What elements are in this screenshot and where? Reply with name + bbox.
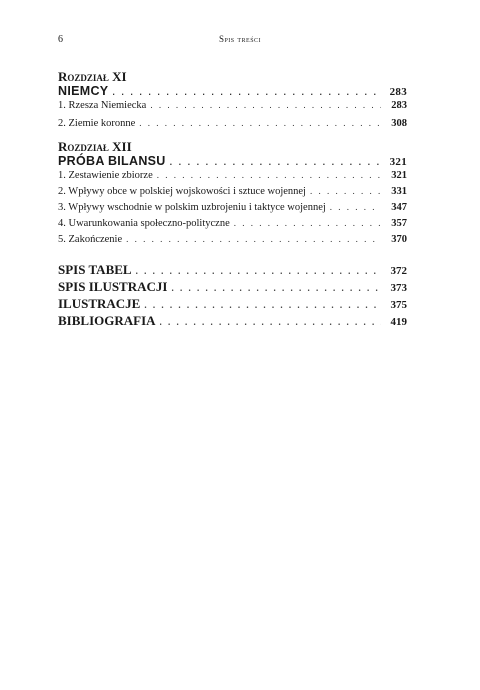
toc-entry-title: 1. Zestawienie zbiorze bbox=[58, 170, 153, 181]
toc-page-number: 419 bbox=[390, 316, 407, 328]
toc-back-matter-row[interactable] bbox=[58, 262, 407, 279]
dot-leader bbox=[171, 283, 381, 293]
toc-entry-title: SPIS ILUSTRACJI bbox=[58, 279, 168, 294]
dot-leader bbox=[170, 157, 381, 167]
toc-section-row[interactable] bbox=[58, 218, 407, 234]
toc-section-row[interactable] bbox=[58, 202, 407, 218]
toc-entry-title: 2. Ziemie koronne bbox=[58, 118, 136, 129]
dot-leader bbox=[139, 118, 381, 128]
dot-leader bbox=[157, 170, 381, 180]
toc-page-number: 373 bbox=[390, 282, 407, 294]
toc-page-number: 372 bbox=[390, 265, 407, 277]
toc-entry-title: 5. Zakończenie bbox=[58, 234, 123, 245]
toc-entry-title: 1. Rzesza Niemiecka bbox=[58, 100, 147, 111]
toc-page-number: 283 bbox=[391, 100, 407, 111]
toc-entry-title: 4. Uwarunkowania społeczno-polityczne bbox=[58, 218, 230, 229]
dot-leader bbox=[330, 202, 381, 212]
dot-leader bbox=[112, 87, 381, 97]
toc-section-row[interactable] bbox=[58, 118, 407, 136]
running-head: Spis treści bbox=[218, 34, 262, 44]
toc-entry-title: PRÓBA BILANSU bbox=[58, 154, 166, 168]
toc-entry-title: SPIS TABEL bbox=[58, 262, 132, 277]
toc-entry-title: BIBLIOGRAFIA bbox=[58, 313, 156, 328]
chapter-label: Rozdział XII bbox=[58, 139, 132, 154]
dot-leader bbox=[310, 186, 381, 196]
toc-entry-title: 2. Wpływy obce w polskiej wojskowości i sztuce wojennej bbox=[58, 186, 306, 197]
toc-page-number: 283 bbox=[389, 86, 407, 98]
toc-entry-title: NIEMCY bbox=[58, 84, 109, 98]
dot-leader bbox=[126, 234, 381, 244]
dot-leader bbox=[150, 100, 381, 110]
toc-back-matter-row[interactable] bbox=[58, 296, 407, 313]
toc-page-number: 370 bbox=[391, 234, 407, 245]
toc-section-row[interactable] bbox=[58, 234, 407, 250]
toc-page-number: 321 bbox=[389, 156, 407, 168]
toc-entry-title: ILUSTRACJE bbox=[58, 296, 141, 311]
dot-leader bbox=[144, 300, 381, 310]
back-matter bbox=[58, 262, 407, 330]
toc-page-number: 321 bbox=[391, 170, 407, 181]
dot-leader bbox=[234, 218, 381, 228]
toc-chapter-heading[interactable] bbox=[58, 84, 407, 100]
toc-back-matter-row[interactable] bbox=[58, 313, 407, 330]
table-of-contents bbox=[58, 70, 407, 330]
chapter-label: Rozdział XI bbox=[58, 69, 127, 84]
toc-entry-title: 3. Wpływy wschodnie w polskim uzbrojeniu i taktyce wojennej bbox=[58, 202, 326, 213]
toc-section-row[interactable] bbox=[58, 186, 407, 202]
toc-page-number: 357 bbox=[391, 218, 407, 229]
dot-leader bbox=[136, 266, 381, 276]
toc-page-number: 331 bbox=[391, 186, 407, 197]
toc-page-number: 347 bbox=[391, 202, 407, 213]
toc-section-row[interactable] bbox=[58, 170, 407, 186]
toc-page-number: 375 bbox=[390, 299, 407, 311]
toc-page-number: 308 bbox=[391, 118, 407, 129]
toc-chapter-heading[interactable] bbox=[58, 154, 407, 170]
toc-section-row[interactable] bbox=[58, 100, 407, 118]
toc-back-matter-row[interactable] bbox=[58, 279, 407, 296]
dot-leader bbox=[160, 317, 381, 327]
page-number: 6 bbox=[58, 34, 63, 45]
